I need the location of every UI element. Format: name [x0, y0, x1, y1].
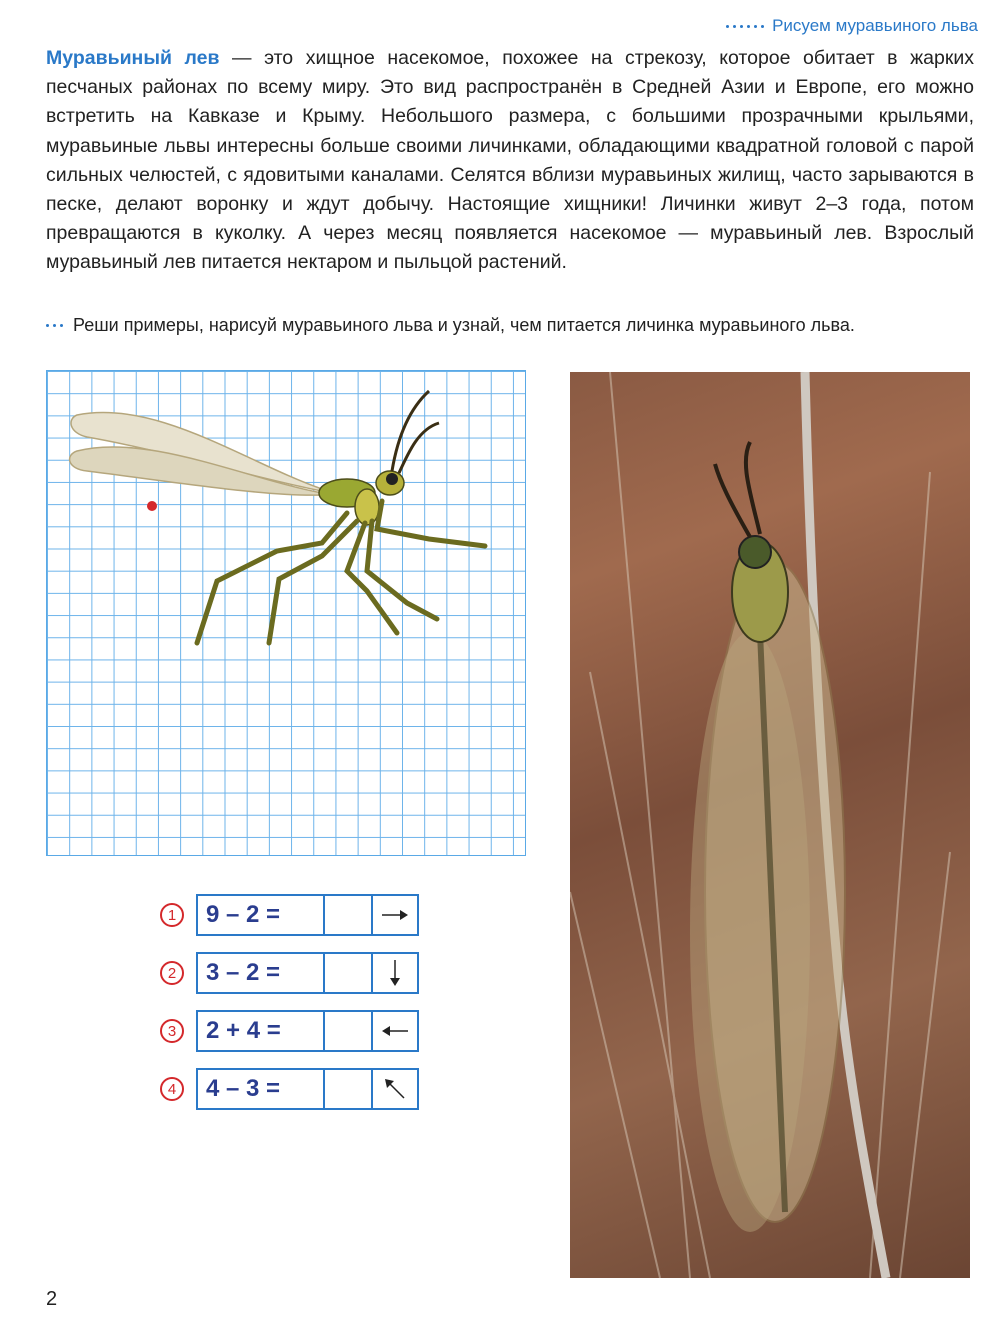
- right-arrow-icon: [373, 896, 417, 934]
- wings: [70, 412, 322, 495]
- task-text: Реши примеры, нарисуй муравьиного льва и узнай, чем питается личинка муравьиного льва.: [73, 315, 855, 335]
- answer-cell[interactable]: [325, 954, 373, 992]
- photo-antlion: [690, 442, 845, 1232]
- antlion-photo: [570, 372, 970, 1278]
- antlion-drawing: [47, 371, 525, 855]
- antennae: [392, 391, 439, 473]
- example-number: 4: [160, 1077, 184, 1101]
- intro-lead: Муравьиный лев: [46, 47, 220, 69]
- example-expression: 4 – 3 =: [198, 1070, 325, 1108]
- example-row: [160, 1067, 419, 1111]
- answer-cell[interactable]: [325, 1070, 373, 1108]
- example-row: [160, 1009, 419, 1053]
- legs: [197, 501, 485, 643]
- example-row: [160, 893, 419, 937]
- example-row: [160, 951, 419, 995]
- examples-list: [160, 893, 419, 1125]
- left-arrow-icon: [373, 1012, 417, 1050]
- down-arrow-icon: [373, 954, 417, 992]
- header-title: Рисуем муравьиного льва: [772, 16, 978, 35]
- answer-cell[interactable]: [325, 1012, 373, 1050]
- photo-illustration: [570, 372, 970, 1278]
- example-expression: 3 – 2 =: [198, 954, 325, 992]
- intro-text: — это хищное насекомое, похожее на стрекозу, которое обитает в жарких песчаных районах по всему миру. Это вид распространён в Средней Азии и Европе, его можно встретить на Кавказе и Крыму. Небольшого размера, с большими прозрачными крыльями, муравьиные львы интересны больше своими личинками, обладающими квадратной головой с парой сильных челюстей, с ядовитыми каналами. Селятся вблизи муравьиных жилищ, часто зарываются в песке, делают воронку и ждут добычу. Настоящие хищники! Личинки живут 2–3 года, потом превращаются в куколку. А через месяц появляется насекомое — муравьиный лев. Взрослый муравьиный лев питается нектаром и пыльцой растений.: [46, 47, 974, 274]
- example-number: 3: [160, 1019, 184, 1043]
- page-number: 2: [46, 1288, 58, 1310]
- example-expression: 2 + 4 =: [198, 1012, 325, 1050]
- page-header: [726, 16, 978, 36]
- example-expression: 9 – 2 =: [198, 896, 325, 934]
- example-box: [196, 952, 419, 994]
- answer-cell[interactable]: [325, 896, 373, 934]
- drawing-grid[interactable]: [46, 370, 526, 856]
- task-dots: [46, 324, 63, 327]
- header-dots: [726, 25, 764, 28]
- start-point-dot: [147, 501, 157, 511]
- up-left-arrow-icon: [373, 1070, 417, 1108]
- task-instruction: [46, 315, 976, 336]
- example-box: [196, 894, 419, 936]
- example-number: 2: [160, 961, 184, 985]
- example-number: 1: [160, 903, 184, 927]
- intro-paragraph: [46, 44, 974, 278]
- antlion-body: [319, 471, 404, 525]
- example-box: [196, 1010, 419, 1052]
- example-box: [196, 1068, 419, 1110]
